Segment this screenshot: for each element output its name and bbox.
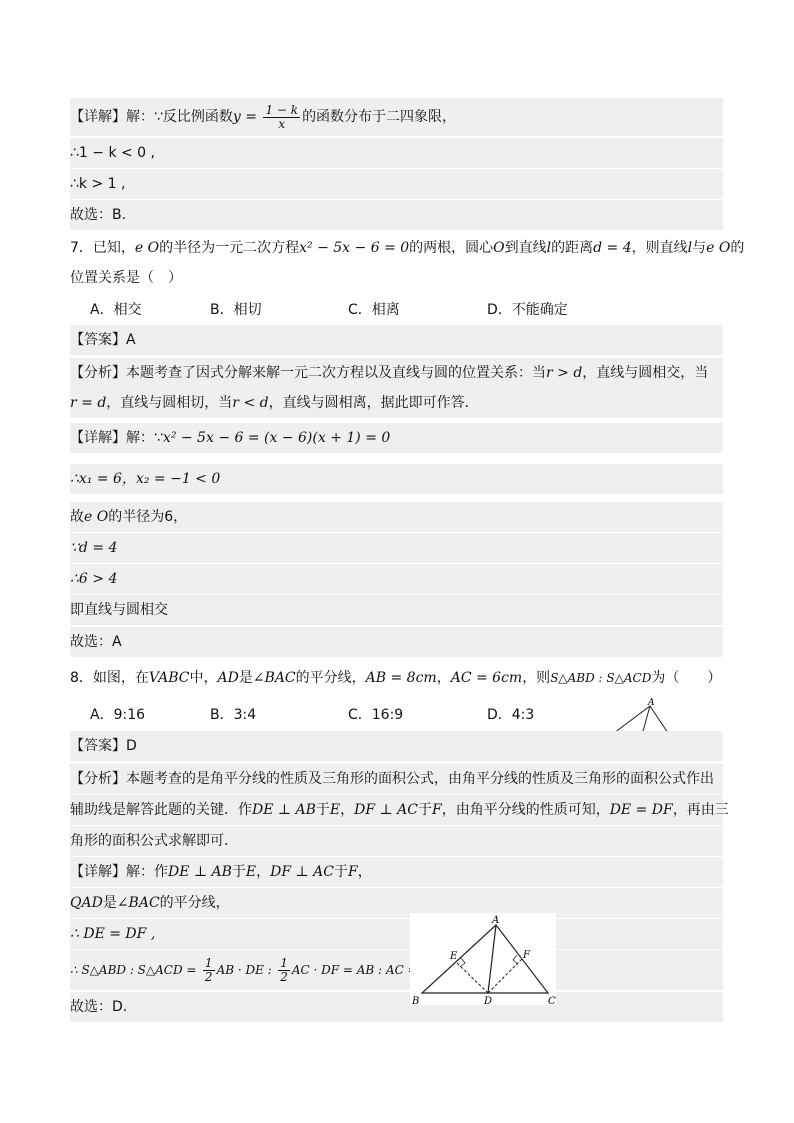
q8-detail-1a: 【详解】解：作 [70, 864, 168, 880]
q8-detail-3: ∴ DE = DF , [70, 926, 156, 942]
q7-stem-1d: 到直线 [504, 240, 547, 256]
q8-ratio: S△ABD : S△ACD [550, 671, 652, 685]
q8-detail-1c: 于 [231, 864, 246, 880]
q8-option-c: C．16:9 [348, 707, 404, 723]
q7-detail-line2 [70, 464, 723, 494]
q8-stem-e: ， [436, 670, 451, 686]
q6-choose-text: 故选：B. [70, 207, 127, 223]
q8-option-b: B．3:4 [210, 707, 257, 723]
q6-choose [70, 200, 723, 230]
q7-stem-1g: 与 [692, 240, 707, 256]
q7-analysis-2c: r < d [232, 395, 269, 411]
q7-detail-3b: e O [84, 509, 109, 525]
q8-option-d: D．4:3 [487, 707, 535, 723]
q7-detail-3a: 故 [70, 509, 84, 525]
q8-detail-1g: 于 [333, 864, 348, 880]
q7-stem-1f: ，则直线 [631, 240, 688, 256]
right-angle-mark-f [513, 955, 518, 964]
q8-analysis-2h: F [431, 802, 442, 818]
q8-half-2 [278, 957, 290, 984]
q7-stem-2: 位置关系是（ ） [70, 270, 182, 286]
big-label-c: C [548, 996, 556, 1005]
q7-l: l [546, 240, 552, 256]
q8-detail-4a: ∴ S△ABD : S△ACD = [70, 963, 197, 977]
right-angle-mark-e [460, 958, 465, 967]
q8-analysis-2b: DE ⊥ AB [252, 802, 316, 818]
q7-eq1: x² − 5x − 6 = 0 [299, 240, 410, 256]
q7-stem-line1 [70, 233, 745, 263]
q7-stem-1h: 的 [730, 240, 745, 256]
q6-step1 [70, 138, 723, 168]
q7-detail-2: ∴x₁ = 6，x₂ = −1 < 0 [70, 471, 221, 487]
q8-half1-num: 1 [204, 955, 213, 970]
q8-stem-b: 中， [189, 670, 218, 686]
q8-analysis-line3 [70, 826, 723, 856]
q7-analysis-line2 [70, 388, 723, 418]
q8-choose-text: 故选：D. [70, 999, 128, 1015]
q7-detail-line4 [70, 533, 723, 563]
q7-detail-line1 [70, 423, 723, 453]
q8-ab: AB = 8cm [365, 670, 437, 686]
q8-analysis-2d: E [329, 802, 341, 818]
q8-stem-g: 为（ ） [651, 670, 722, 686]
q6-detail-line [70, 98, 723, 136]
q7-detail-6: 即直线与圆相交 [70, 602, 168, 618]
q8-detail-2b: 是 [102, 895, 117, 911]
q7-option-d: D．不能确定 [487, 302, 568, 318]
q7-circle-o2: e O [706, 240, 731, 256]
q7-detail-line3 [70, 502, 723, 532]
q8-detail-1e: ， [256, 864, 271, 880]
q8-analysis-2j: DE = DF [609, 802, 673, 818]
q7-analysis-1c: ，直线与圆相交，当 [582, 365, 709, 381]
q8-stem [70, 663, 723, 693]
q8-stem-a: 8．如图，在 [70, 670, 149, 686]
q8-detail-line2 [70, 888, 723, 918]
q7-stem-1b: 的半径为一元二次方程 [159, 240, 300, 256]
q6-step2-text: ∴k > 1 , [70, 176, 126, 192]
q7-o: O [493, 240, 505, 256]
q8-detail-1i: ， [357, 864, 372, 880]
q7-stem-1c: 的两根，圆心 [409, 240, 494, 256]
small-label-a: A [648, 698, 655, 708]
q8-analysis-2f: DF ⊥ AC [354, 802, 418, 818]
q8-analysis-2c: 于 [315, 802, 330, 818]
q8-answer-text: 【答案】D [70, 738, 137, 754]
q8-detail-2a: QAD [70, 895, 103, 911]
q8-detail-line3 [70, 919, 723, 949]
q7-analysis-2a: r = d [70, 395, 107, 411]
q7-analysis-1b: r > d [546, 365, 583, 381]
big-label-b: B [412, 996, 420, 1005]
q7-option-a: A．相交 [90, 302, 142, 318]
q7-stem-line2 [70, 263, 723, 293]
q7-answer [70, 325, 723, 355]
q8-option-a: A．9:16 [90, 707, 146, 723]
q7-stem-1e: 的距离 [551, 240, 594, 256]
q8-options [70, 702, 590, 728]
q6-step2 [70, 169, 723, 199]
q8-analysis-2e: ， [340, 802, 355, 818]
q8-analysis-2a: 辅助线是解答此题的关键．作 [70, 802, 252, 818]
q8-stem-d: 的平分线， [295, 670, 366, 686]
q7-option-b: B．相切 [210, 302, 262, 318]
q8-half2-den: 2 [280, 969, 288, 984]
q7-circle-o: e O [134, 240, 160, 256]
big-label-d: D [484, 996, 493, 1005]
q7-analysis-2b: ，直线与圆相切，当 [106, 395, 233, 411]
big-segment-df [488, 959, 522, 993]
big-label-a: A [492, 915, 500, 926]
q8-choose [70, 992, 723, 1022]
q8-stem-c: 是 [238, 670, 253, 686]
q8-half-1 [203, 957, 215, 984]
q8-ad: AD [217, 670, 239, 686]
q8-detail-4b: AB · DE : [216, 963, 272, 977]
q6-detail-y: y = [232, 109, 258, 125]
q7-answer-text: 【答案】A [70, 332, 136, 348]
q7-analysis-2d: ，直线与圆相离，据此即可作答． [268, 395, 479, 411]
big-segment-ad [488, 925, 496, 993]
q8-analysis-2g: 于 [417, 802, 432, 818]
q8-analysis-3: 角形的面积公式求解即可． [70, 833, 238, 849]
q6-fraction [263, 104, 300, 131]
q7-l2: l [687, 240, 693, 256]
q8-analysis-line1 [70, 764, 723, 794]
q6-frac-num: 1 − k [265, 102, 299, 117]
q7-analysis-line1 [70, 358, 723, 388]
q8-detail-1h: F [347, 864, 358, 880]
q7-choose-text: 故选：A [70, 634, 122, 650]
q7-options [70, 297, 723, 323]
q8-analysis-line2 [70, 795, 729, 825]
q7-detail-4: ∵d = 4 [70, 540, 118, 556]
q7-choose [70, 627, 723, 657]
q7-detail-line5 [70, 564, 723, 594]
q8-half1-den: 2 [204, 969, 213, 984]
q8-detail-line4 [70, 950, 723, 990]
q6-frac-den: x [278, 116, 286, 131]
q8-bac: ∠BAC [252, 670, 296, 686]
q7-detail-1b: x² − 5x − 6 = (x − 6)(x + 1) = 0 [162, 430, 391, 446]
q8-half2-num: 1 [280, 955, 288, 970]
q8-answer [70, 731, 723, 761]
q8-tri: VABC [148, 670, 190, 686]
q8-analysis-2i: ，由角平分线的性质可知， [441, 802, 610, 818]
q7-detail-3c: 的半径为6， [108, 509, 188, 525]
q8-detail-1d: E [245, 864, 257, 880]
q8-detail-4c: AC · DF = AB : AC = 8 : 6 = 4 : 3 . [291, 963, 501, 977]
q8-analysis-2k: ，再由三 [672, 802, 729, 818]
big-label-e: E [450, 951, 458, 962]
big-label-f: F [523, 950, 530, 961]
q6-detail-suffix: 的函数分布于二四象限， [302, 109, 457, 125]
q8-analysis-1: 【分析】本题考查的是角平分线的性质及三角形的面积公式，由角平分线的性质及三角形的面积公式作出 [70, 771, 714, 787]
q8-detail-1f: DF ⊥ AC [270, 864, 334, 880]
q7-detail-1a: 【详解】解：∵ [70, 430, 163, 446]
q8-detail-2d: 的平分线， [159, 895, 230, 911]
q7-analysis-1a: 【分析】本题考查了因式分解来解一元二次方程以及直线与圆的位置关系：当 [70, 365, 546, 381]
q6-detail-prefix: 【详解】解：∵反比例函数 [70, 109, 233, 125]
q7-detail-line6 [70, 595, 723, 625]
q8-detail-line1 [70, 857, 723, 887]
q7-stem-1a: 7．已知， [70, 240, 135, 256]
q8-stem-f: ，则 [522, 670, 551, 686]
q8-ac: AC = 6cm [450, 670, 523, 686]
q6-step1-text: ∴1 − k < 0 , [70, 145, 155, 161]
q7-d4: d = 4 [593, 240, 632, 256]
q8-detail-2c: ∠BAC [116, 895, 160, 911]
q7-detail-5: ∴6 > 4 [70, 571, 118, 587]
q8-large-triangle-figure [410, 913, 556, 1005]
q7-option-c: C．相离 [348, 302, 400, 318]
q8-detail-1b: DE ⊥ AB [168, 864, 232, 880]
